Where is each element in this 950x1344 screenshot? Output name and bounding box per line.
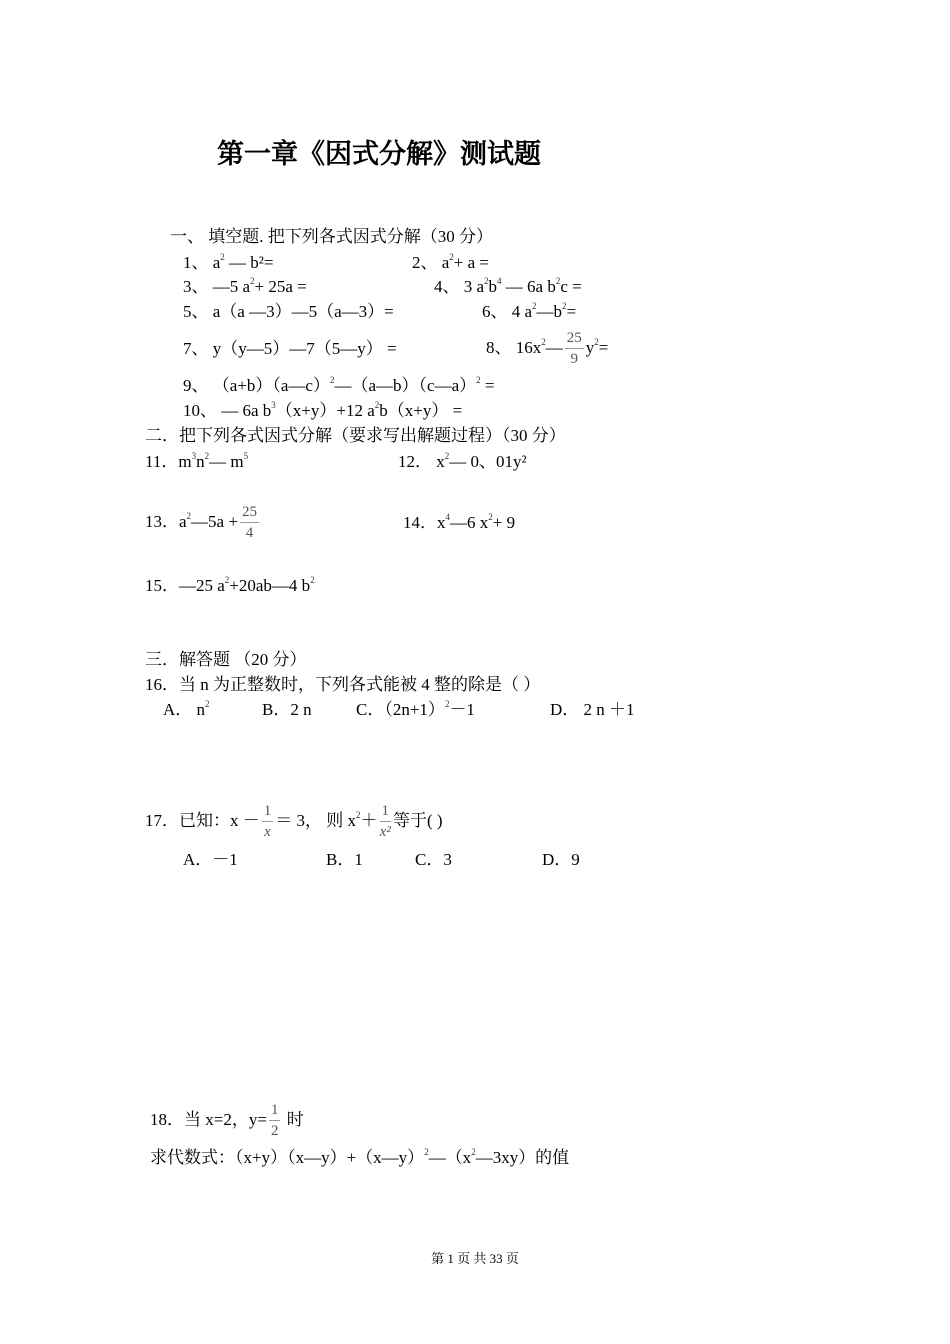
question-14: 14．$x^4—6$ $x^2+ 9$ [403,512,516,532]
question-3: 3、 —5 $a^2+ 25a$ = [183,276,307,296]
question-17-option-a: A．－1 [183,850,238,869]
fraction-25-4: $\frac{25}{4}$ [241,504,257,542]
question-1: 1、 $a^2$ — b²= [183,252,274,272]
question-18-expression: 求代数式：$(x+y)(x—y)+(x—y)^2—(x^2—3xy)$的值 [150,1147,570,1167]
question-17-option-d: D．9 [542,850,580,869]
question-2: 2、 $a^2+ a$ = [412,252,490,272]
page-footer: 第 1 页 共 33 页 [431,1251,519,1266]
section2-heading: 二．把下列各式因式分解（要求写出解题过程）（30 分） [145,426,566,445]
fraction-25-9: $\frac{25}{9}$ [566,330,582,368]
section1-heading: 一、 填空题. 把下列各式因式分解（30 分） [170,227,493,246]
fraction-1-2: $\frac{1}{2}$ [270,1102,279,1140]
question-16-option-a: A． $n^2$ [163,699,210,719]
question-17: 17．已知：x － $\frac{1}{x}$ ＝ 3， 则 $x^2+$ $\frac{1}{\text{x²}}$ 等于( ) [145,803,443,841]
question-9: 9、 （a+b）（a—c）$^2$—（a—b）（c—a）$^2$ = [183,375,495,395]
question-15: 15．—25 $a^2+20ab—4$ $b^2$ [145,575,315,595]
question-7: 7、 y（y—5）—7（5—y） = [183,339,397,358]
question-16-option-d: D． 2 n ＋1 [550,700,635,719]
question-12: 12． $x^2—$ 0、01y² [398,451,527,471]
question-4: 4、 3 $a^2b^4$ — 6a $b^2c$ = [434,276,582,296]
question-8: 8、 $16x^2—$ $\frac{25}{9}$ $y^2=$ [486,330,609,368]
question-16-option-c: C．$(2n+1)^2-1$ [356,699,475,719]
question-18: 18．当 x=2，y= $\frac{1}{2}$ 时 [150,1102,304,1140]
question-17-option-c: C．3 [415,850,452,869]
question-13: 13．$a^2—5a$ + $\frac{25}{4}$ [145,504,257,542]
question-5: 5、 a（a —3）—5（a—3）= [183,302,394,321]
section3-heading: 三．解答题 （20 分） [145,650,307,669]
question-16-option-b: B．2 n [262,700,312,719]
page-title: 第一章《因式分解》测试题 [217,139,541,170]
question-10: 10、 — 6a $b^3(x+y)+12$ $a^2b(x+y)$ = [183,400,463,420]
question-16: 16．当 n 为正整数时，下列各式能被 4 整的除是（ ） [145,675,541,694]
question-17-option-b: B．1 [326,850,363,869]
fraction-1-x: $\frac{1}{x}$ [263,803,272,841]
question-11: 11．$m^3n^2—$ $m^5$ [145,451,249,471]
question-6: 6、 4 $a^2—b^2=$ [482,301,577,321]
fraction-1-x-squared: $\frac{1}{\text{x²}}$ [379,803,391,841]
